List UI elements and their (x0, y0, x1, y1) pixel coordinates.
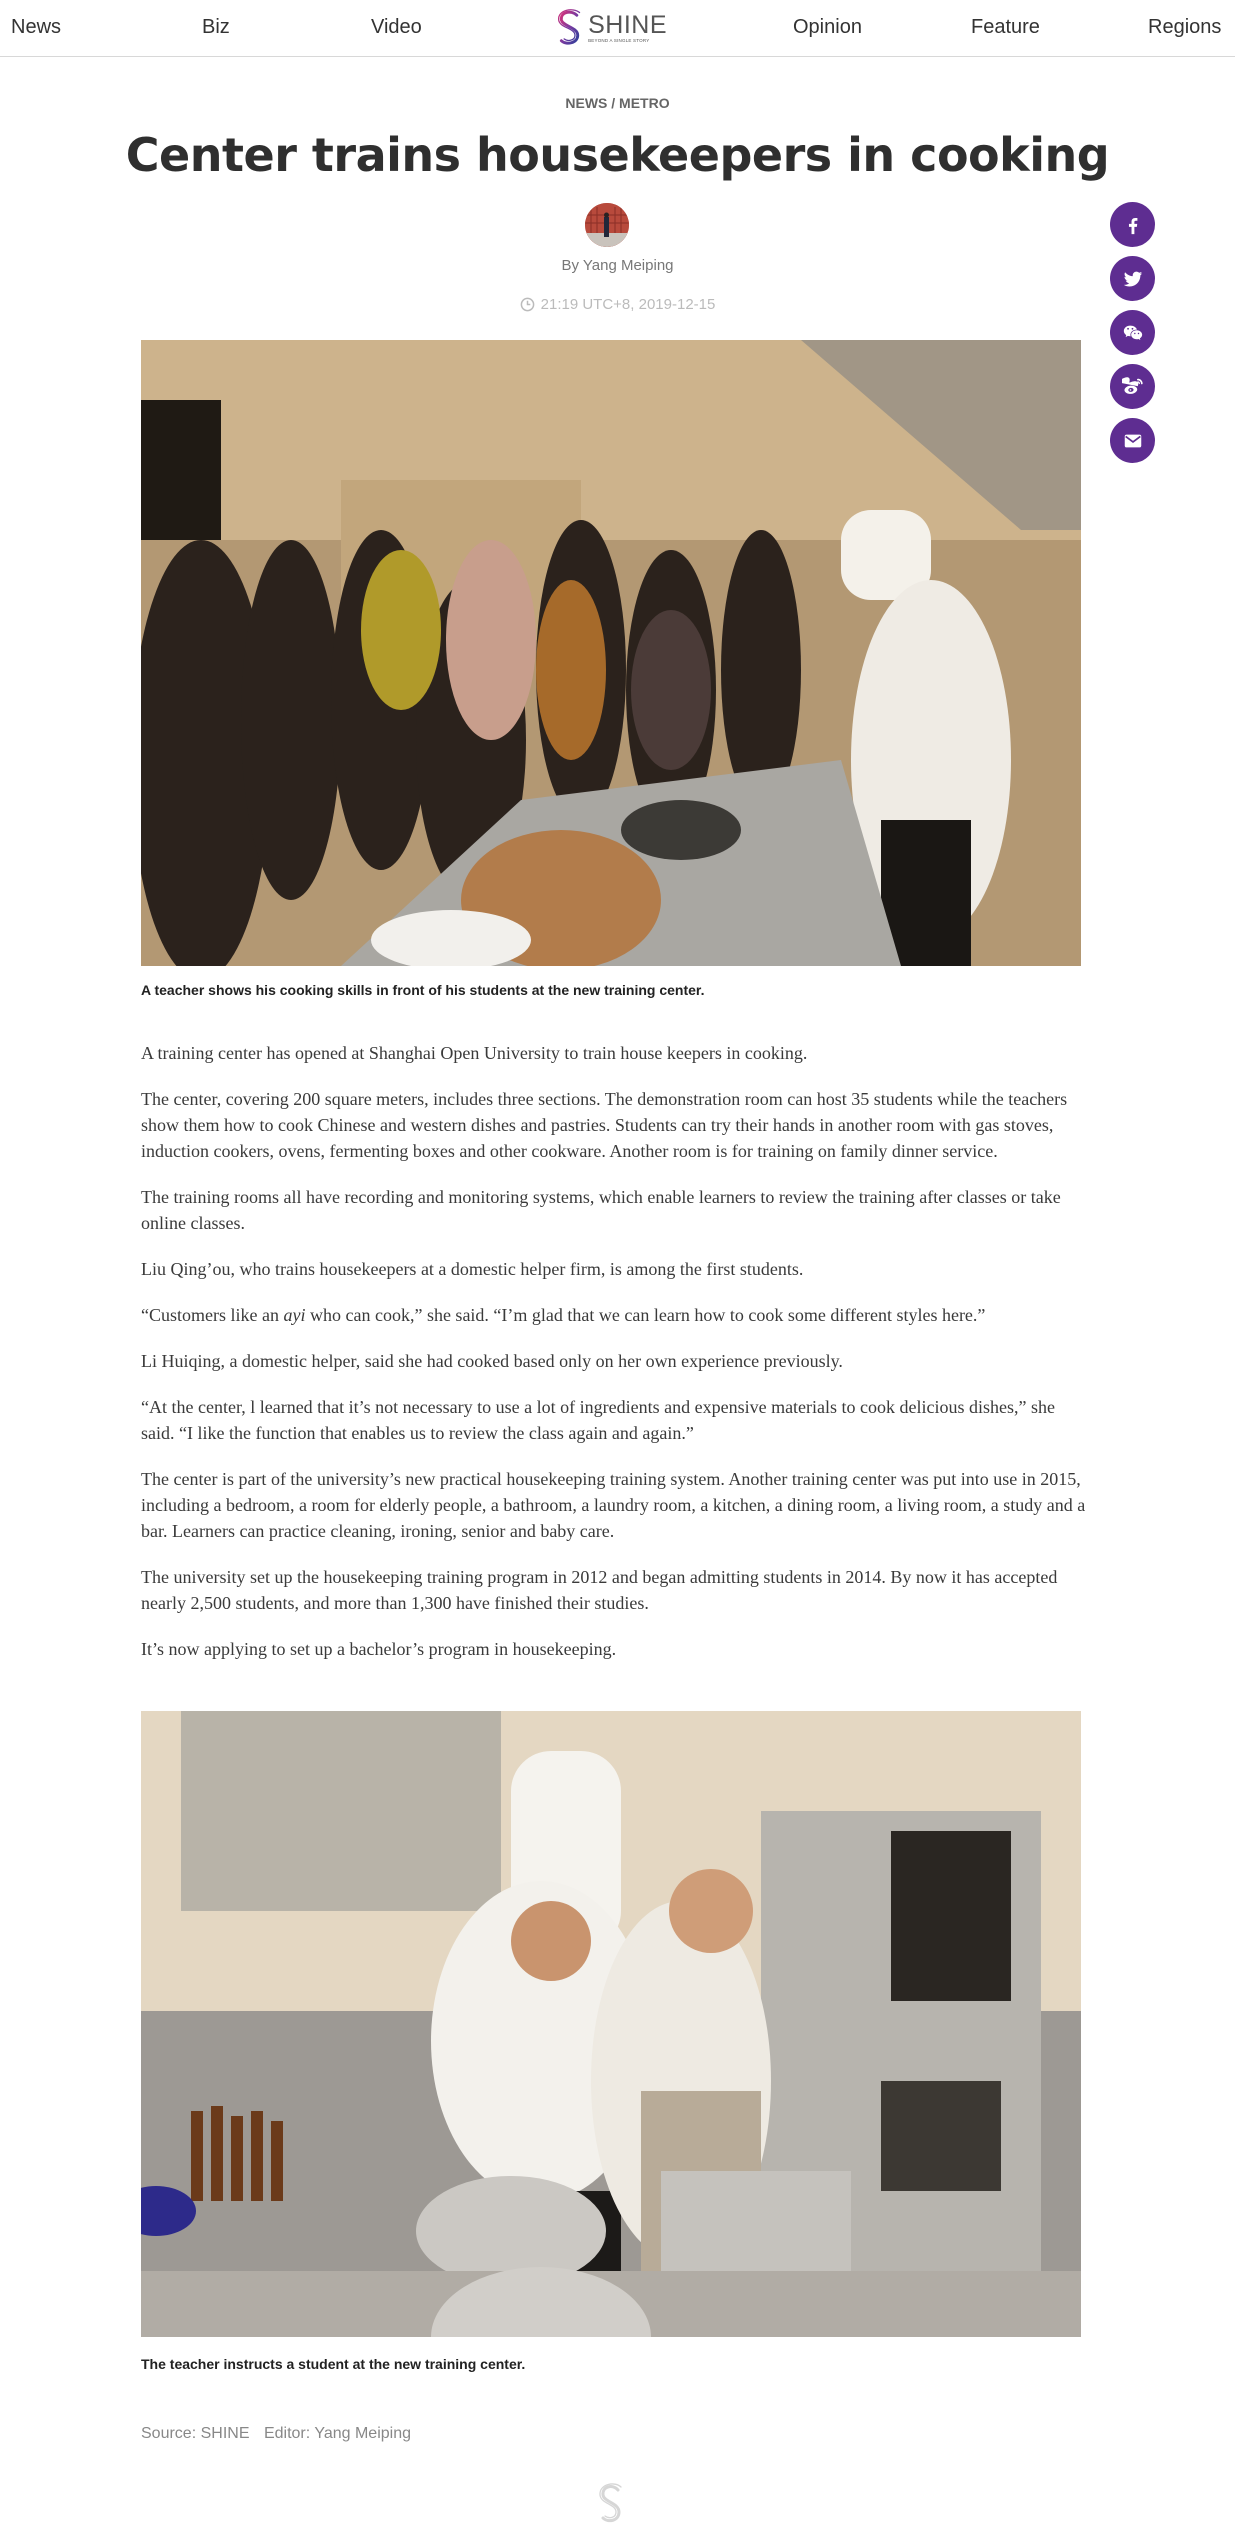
shine-logo[interactable] (555, 6, 667, 50)
share-weibo-button[interactable] (1110, 364, 1155, 409)
share-email-button[interactable] (1110, 418, 1155, 463)
breadcrumb-news[interactable]: NEWS (565, 95, 608, 111)
italic-term: ayi (283, 1305, 306, 1325)
paragraph: Li Huiqing, a domestic helper, said she had cooked based only on her own experience previously. (141, 1351, 843, 1371)
paragraph: Liu Qing’ou, who trains housekeepers at a domestic helper firm, is among the first students. (141, 1259, 804, 1279)
publish-date (0, 296, 1235, 313)
author-name[interactable]: By Yang Meiping (561, 257, 674, 274)
clock-icon (520, 297, 535, 312)
weibo-icon (1122, 376, 1144, 398)
share-twitter-button[interactable] (1110, 256, 1155, 301)
photo-cooking-demonstration (141, 340, 1081, 966)
share-facebook-button[interactable] (1110, 202, 1155, 247)
photo-caption: The teacher instructs a student at the new training center. (141, 2356, 526, 2372)
quote-text: “Customers like an (141, 1305, 284, 1325)
source-label: Source: SHINE (141, 2425, 250, 2442)
nav-regions[interactable]: Regions (1148, 16, 1222, 38)
share-wechat-button[interactable] (1110, 310, 1155, 355)
facebook-icon (1122, 214, 1144, 236)
wechat-icon (1122, 322, 1144, 344)
nav-opinion[interactable]: Opinion (793, 16, 862, 38)
paragraph: The university set up the housekeeping training program in 2012 and began admitting students in 2014. By now it has accepted nearly 2,500 students, and more than 1,300 have finished their studies. (141, 1567, 1058, 1613)
page-title: Center trains housekeepers in cooking (125, 128, 1110, 182)
twitter-icon (1122, 268, 1144, 290)
paragraph: The center, covering 200 square meters, includes three sections. The demonstration room can host 35 students while the teachers show them how to cook Chinese and western dishes and pastries. Students can try their hands in another room with gas stoves, induction cookers, ovens, fermenting boxes and other cookware. Another room is for training on family dinner service. (141, 1089, 1068, 1161)
publish-timestamp: 21:19 UTC+8, 2019-12-15 (540, 296, 716, 313)
author-byline (0, 257, 1235, 274)
nav-feature[interactable]: Feature (971, 16, 1040, 38)
breadcrumb-metro[interactable]: METRO (619, 95, 670, 111)
paragraph: The training rooms all have recording and monitoring systems, which enable learners to review the training after classes or take online classes. (141, 1187, 1061, 1233)
nav-biz[interactable]: Biz (202, 16, 230, 38)
article-photo-instruction (141, 1711, 1081, 2337)
breadcrumb-separator: / (607, 95, 620, 111)
shine-s-logo-icon (555, 6, 584, 50)
breadcrumb (0, 95, 1235, 111)
author-avatar[interactable] (585, 203, 629, 247)
top-navigation (0, 0, 1235, 57)
share-bar (1110, 202, 1155, 463)
article-credits (141, 2425, 421, 2443)
paragraph: “At the center, l learned that it’s not necessary to use a lot of ingredients and expensive materials to cook delicious dishes,” she said. “I like the function that enables us to review the class again and again.” (141, 1397, 1056, 1443)
paragraph: It’s now applying to set up a bachelor’s program in housekeeping. (141, 1639, 617, 1659)
photo-caption: A teacher shows his cooking skills in front of his students at the new training center. (141, 982, 705, 998)
paragraph: The center is part of the university’s new practical housekeeping training system. Another training center was put into use in 2015, including a bedroom, a room for elderly people, a bathroom, a laundry room, a kitchen, a dining room, a living room, a study and a bar. Learners can practice cleaning, ironing, senior and baby care. (141, 1469, 1086, 1541)
email-icon (1122, 430, 1144, 452)
photo-teacher-instructing (141, 1711, 1081, 2337)
article-photo-demonstration (141, 340, 1081, 966)
logo-tagline: BEYOND A SINGLE STORY (588, 38, 650, 43)
logo-wordmark: SHINE (588, 11, 667, 39)
paragraph: A training center has opened at Shanghai Open University to train house keepers in cooking. (141, 1043, 808, 1063)
quote-text: who can cook,” she said. “I’m glad that we can learn how to cook some different styles here.” (305, 1305, 986, 1325)
article-body (141, 1040, 1091, 1682)
nav-news[interactable]: News (11, 16, 62, 38)
nav-video[interactable]: Video (371, 16, 422, 38)
editor-label: Editor: Yang Meiping (263, 2425, 411, 2442)
footer-s-logo-icon (596, 2482, 626, 2526)
paragraph-quote (141, 1302, 1091, 1328)
